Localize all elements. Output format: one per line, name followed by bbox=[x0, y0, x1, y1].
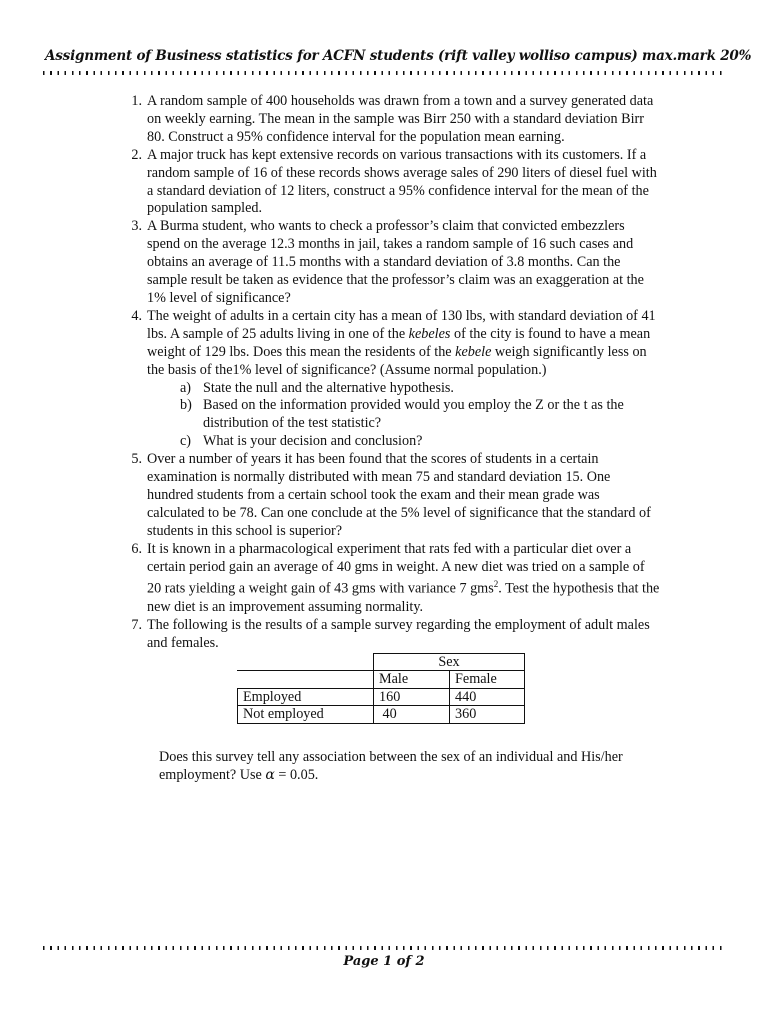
question-text: A random sample of 400 households was drawn from a town and a survey generated data on weekly earning. The mean in the sample was Birr 250 with a standard deviation Birr 80. Construct a 95% confidence interval for the population mean earning. bbox=[147, 93, 654, 145]
question-text: It is known in a pharmacological experiment that rats fed with a particular diet over a certain period gain an average of 40 gms in weight. A new diet was tried on a sample of 20 rats yielding a weight gain of 43 gms with variance 7 gms bbox=[147, 540, 645, 598]
table-row-label: Employed bbox=[238, 688, 374, 706]
sub-question-a bbox=[120, 380, 660, 398]
table-corner-cell bbox=[238, 671, 374, 689]
sub-question-b bbox=[120, 397, 660, 433]
sub-question-text: State the null and the alternative hypothesis. bbox=[203, 379, 454, 396]
table-header-row bbox=[238, 653, 525, 671]
sub-question-label: c) bbox=[180, 433, 192, 450]
question-text: Over a number of years it has been found that the scores of students in a certain examination is normally distributed with mean 75 and standard deviation 15. One hundred students from a certain school took the exam and their mean grade was calculated to be 78. Can one conclude at the 5% level of significance that the standard of students in this school is superior? bbox=[147, 451, 651, 539]
closing-text: Does this survey tell any association between the sex of an individual and His/her employment? Use bbox=[159, 748, 623, 783]
question-7-closing bbox=[159, 749, 659, 785]
question-text: . Test the hypothesis that the new diet is an improvement assuming normality. bbox=[147, 581, 660, 616]
question-number: 7. bbox=[131, 617, 142, 634]
sub-question-text: Based on the information provided would you employ the Z or the t as the distribution of the test statistic? bbox=[203, 397, 624, 432]
closing-text: = 0.05. bbox=[274, 766, 319, 783]
question-text-italic: kebele bbox=[455, 343, 492, 360]
header-dotted-rule bbox=[43, 71, 726, 75]
question-6 bbox=[120, 541, 660, 617]
table-row bbox=[238, 706, 525, 724]
superscript: 2 bbox=[493, 579, 499, 590]
table-group-header: Sex bbox=[374, 653, 525, 671]
table-column-header: Female bbox=[450, 671, 525, 689]
sub-question-label: a) bbox=[180, 379, 192, 396]
page-number: Page 1 of 2 bbox=[343, 954, 425, 969]
question-number: 4. bbox=[131, 307, 142, 324]
table-cell: 160 bbox=[374, 688, 450, 706]
table-header-row bbox=[238, 671, 525, 689]
question-5 bbox=[120, 451, 660, 541]
question-number: 5. bbox=[131, 451, 142, 468]
question-2 bbox=[120, 147, 660, 219]
question-text: A major truck has kept extensive records on various transactions with its customers. If a random sample of 16 of these records shows average sales of 290 liters of diesel fuel with a standard deviation of 12 liters, construct a 95% confidence interval for the mean of the population sampled. bbox=[147, 146, 657, 217]
question-text-italic: kebeles bbox=[408, 325, 451, 342]
table-row-label: Not employed bbox=[238, 706, 374, 724]
question-list bbox=[120, 93, 660, 785]
question-number: 2. bbox=[131, 146, 142, 163]
sub-question-c bbox=[120, 433, 660, 451]
table-column-header: Male bbox=[374, 671, 450, 689]
alpha-symbol: α bbox=[265, 766, 275, 783]
sub-question-text: What is your decision and conclusion? bbox=[203, 433, 423, 450]
question-number: 1. bbox=[131, 93, 142, 109]
question-number: 3. bbox=[131, 218, 142, 235]
sub-question-label: b) bbox=[180, 397, 192, 414]
question-number: 6. bbox=[131, 540, 142, 557]
question-text: weigh significantly less on the basis of the1% level of significance? (Assume normal population.) bbox=[147, 343, 647, 378]
employment-table bbox=[237, 653, 525, 724]
question-text: of the city is found to have a mean weight of 129 lbs. Does this mean the residents of the bbox=[147, 325, 651, 360]
table-cell: 360 bbox=[450, 706, 525, 724]
table-cell: 440 bbox=[450, 688, 525, 706]
table-row bbox=[238, 688, 525, 706]
question-text: A Burma student, who wants to check a professor’s claim that convicted embezzlers spend on the average 12.3 months in jail, takes a random sample of 16 such cases and obtains an average of 11.5 months with a standard deviation of 3.8 months. Can the sample result be taken as evidence that the professor’s claim was an exaggeration at the 1% level of significance? bbox=[147, 218, 644, 306]
question-text: The weight of adults in a certain city has a mean of 130 lbs, with standard deviation of 41 lbs. A sample of 25 adults living in one of the bbox=[147, 307, 656, 342]
question-3 bbox=[120, 218, 660, 308]
question-text: The following is the results of a sample survey regarding the employment of adult males and females. bbox=[147, 617, 650, 651]
table-cell: 40 bbox=[374, 706, 450, 724]
question-7 bbox=[120, 617, 660, 653]
question-4 bbox=[120, 308, 660, 380]
page-header-title: Assignment of Business statistics for ACFN students (rift valley wolliso campus) max.mark 20% bbox=[45, 48, 752, 64]
footer-dotted-rule bbox=[43, 946, 726, 950]
table-corner-cell bbox=[238, 653, 374, 671]
question-1 bbox=[120, 93, 660, 147]
